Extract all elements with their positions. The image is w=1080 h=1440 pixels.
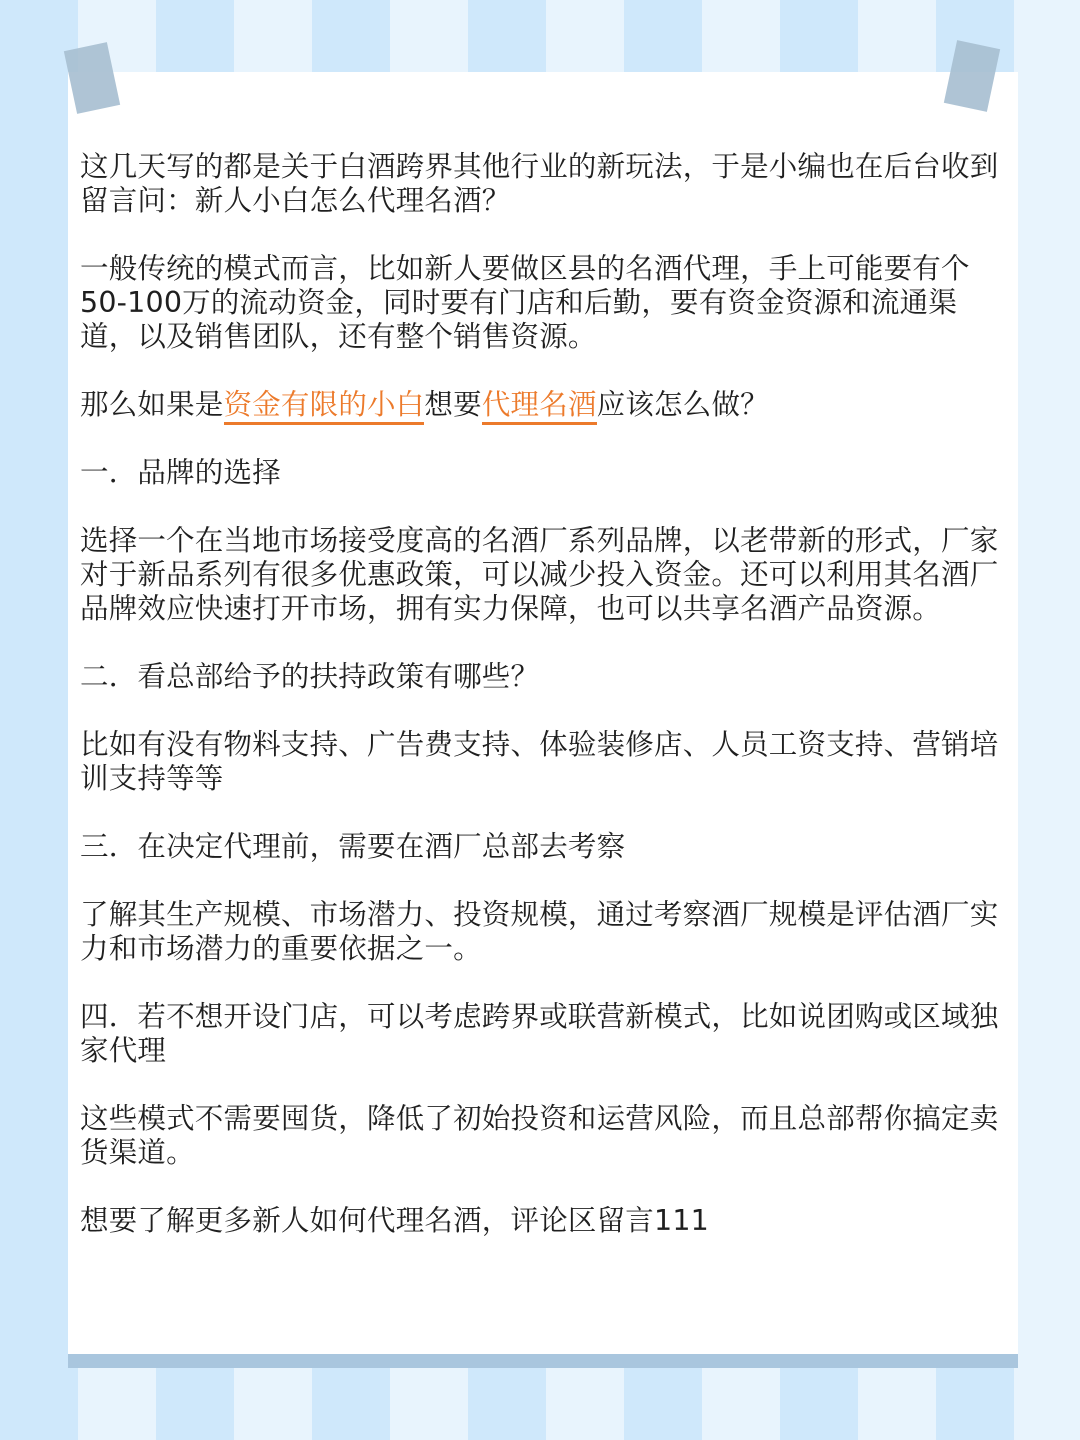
section-heading-1: 一．品牌的选择	[80, 456, 281, 489]
question-text-2: 想要	[424, 388, 482, 421]
call-to-action-paragraph: 想要了解更多新人如何代理名酒，评论区留言111	[80, 1204, 709, 1237]
traditional-model-paragraph: 一般传统的模式而言，比如新人要做区县的名酒代理，手上可能要有个50-100万的流动资金，同时要有门店和后勤，要有资金资源和流通渠道，以及销售团队，还有整个销售资源。	[80, 252, 970, 353]
intro-paragraph: 这几天写的都是关于白酒跨界其他行业的新玩法，于是小编也在后台收到留言问：新人小白怎么代理名酒？	[80, 150, 999, 217]
new-model-paragraph: 这些模式不需要囤货，降低了初始投资和运营风险，而且总部帮你搞定卖货渠道。	[80, 1102, 999, 1169]
section-heading-4: 四．若不想开设门店，可以考虑跨界或联营新模式，比如说团购或区域独家代理	[80, 1000, 999, 1067]
section-heading-2: 二．看总部给予的扶持政策有哪些？	[80, 660, 540, 693]
article-body	[80, 150, 1005, 1272]
brand-choice-paragraph: 选择一个在当地市场接受度高的名酒厂系列品牌，以老带新的形式，厂家对于新品系列有很多优惠政策，可以减少投入资金。还可以利用其名酒厂品牌效应快速打开市场，拥有实力保障，也可以共享名酒产品资源。	[80, 524, 999, 625]
highlight-limited-funds: 资金有限的小白	[224, 388, 425, 425]
question-paragraph	[80, 388, 1005, 422]
question-text-3: 应该怎么做？	[596, 388, 769, 421]
question-text-1: 那么如果是	[80, 388, 224, 421]
section-heading-3: 三．在决定代理前，需要在酒厂总部去考察	[80, 830, 626, 863]
inspection-paragraph: 了解其生产规模、市场潜力、投资规模，通过考察酒厂规模是评估酒厂实力和市场潜力的重要依据之一。	[80, 898, 999, 965]
highlight-agent-brand: 代理名酒	[482, 388, 597, 425]
support-policy-paragraph: 比如有没有物料支持、广告费支持、体验装修店、人员工资支持、营销培训支持等等	[80, 728, 999, 795]
